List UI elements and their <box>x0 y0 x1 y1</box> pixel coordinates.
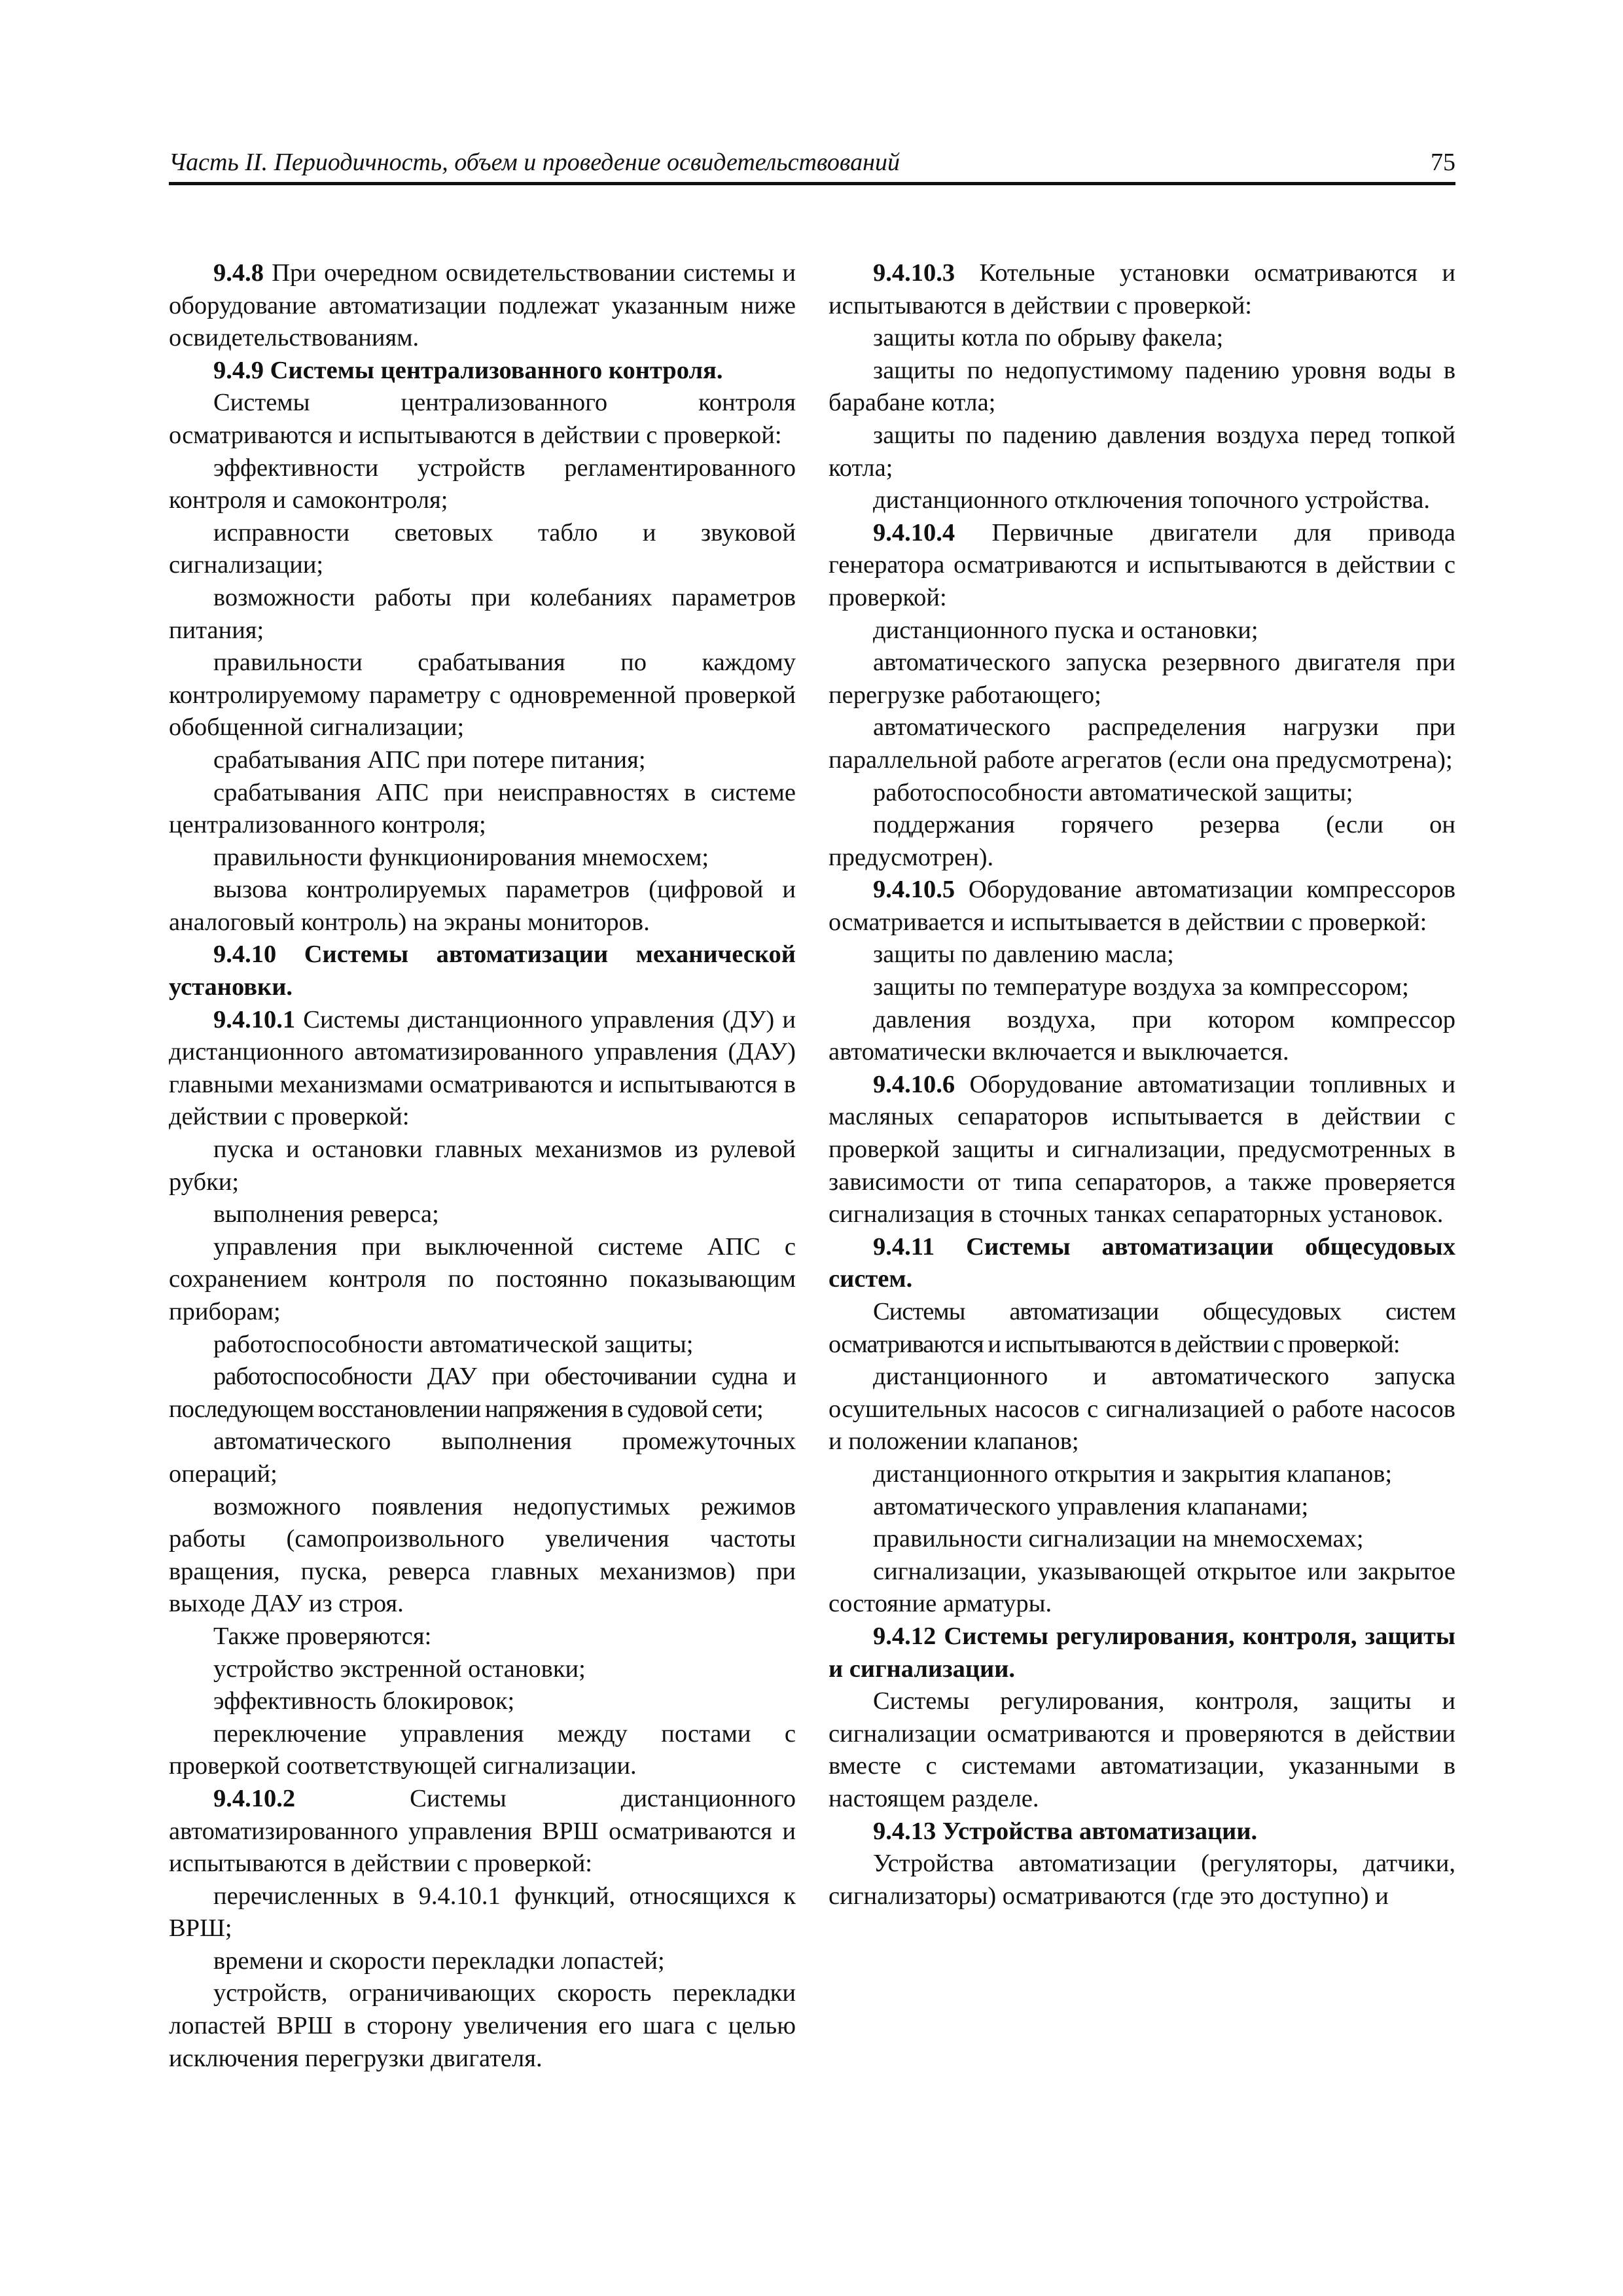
paragraph <box>169 1329 796 1361</box>
paragraph-text: устройство экстренной остановки; <box>213 1655 586 1683</box>
paragraph-text: При очередном освидетельствовании системы и оборудование автоматизации подлежат указанным ниже освидетельствованиям. <box>169 259 796 352</box>
paragraph <box>169 1977 796 2075</box>
paragraph <box>169 1945 796 1978</box>
section-number: 9.4.10.2 <box>213 1784 296 1812</box>
paragraph <box>169 939 796 1003</box>
paragraph <box>169 647 796 744</box>
section-number: 9.4.10.1 <box>213 1005 296 1033</box>
paragraph <box>169 1653 796 1686</box>
running-header <box>169 145 1455 185</box>
paragraph-text: пуска и остановки главных механизмов из рулевой рубки; <box>169 1136 796 1196</box>
paragraph-text: поддержания горячего резерва (если он предусмотрен). <box>829 811 1455 871</box>
paragraph <box>169 1426 796 1490</box>
paragraph-text: сигнализации, указывающей открытое или закрытое состояние арматуры. <box>829 1557 1455 1618</box>
paragraph <box>169 1783 796 1880</box>
paragraph-text: защиты по недопустимому падению уровня воды в барабане котла; <box>829 356 1455 417</box>
paragraph <box>169 1198 796 1231</box>
paragraph <box>829 615 1455 647</box>
paragraph-text: Оборудование автоматизации компрессоров осматривается и испытывается в действии с проверкой: <box>829 876 1455 936</box>
paragraph <box>169 582 796 647</box>
paragraph-text: вызова контролируемых параметров (цифровой и аналоговый контроль) на экраны мониторов. <box>169 876 796 936</box>
paragraph-text: автоматического запуска резервного двигателя при перегрузке работающего; <box>829 649 1455 709</box>
paragraph <box>169 777 796 842</box>
paragraph <box>169 874 796 939</box>
section-number: 9.4.13 Устройства автоматизации. <box>873 1817 1258 1845</box>
paragraph <box>829 1361 1455 1458</box>
paragraph-text: правильности сигнализации на мнемосхемах; <box>873 1525 1364 1553</box>
paragraph <box>169 517 796 582</box>
paragraph <box>829 777 1455 810</box>
paragraph-text: перечисленных в 9.4.10.1 функций, относящихся к ВРШ; <box>169 1882 796 1943</box>
paragraph <box>829 257 1455 322</box>
paragraph <box>829 1296 1455 1361</box>
paragraph-text: защиты по давлению масла; <box>873 941 1174 969</box>
paragraph-text: защиты котла по обрыву факела; <box>873 324 1224 352</box>
paragraph-text: автоматического распределения нагрузки при параллельной работе агрегатов (если она предусмотрена); <box>829 713 1455 774</box>
paragraph <box>829 1491 1455 1524</box>
paragraph <box>829 322 1455 355</box>
paragraph-text: Котельные установки осматриваются и испытываются в действии с проверкой: <box>829 259 1455 319</box>
paragraph <box>169 452 796 517</box>
section-number: 9.4.8 <box>213 259 264 287</box>
paragraph-text: автоматического выполнения промежуточных операций; <box>169 1427 796 1488</box>
paragraph <box>169 1004 796 1134</box>
section-number: 9.4.9 Системы централизованного контроля. <box>213 356 723 384</box>
paragraph-text: возможного появления недопустимых режимов работы (самопроизвольного увеличения частоты вращения, пуска, реверса главных механизмов) при выходе ДАУ из строя. <box>169 1492 796 1618</box>
paragraph-text: защиты по температуре воздуха за компрессором; <box>873 973 1409 1001</box>
paragraph-text: срабатывания АПС при потере питания; <box>213 745 646 774</box>
paragraph-text: работоспособности автоматической защиты; <box>873 778 1353 806</box>
paragraph-text: эффективность блокировок; <box>213 1687 515 1715</box>
paragraph-text: автоматического управления клапанами; <box>873 1492 1309 1520</box>
paragraph <box>829 484 1455 517</box>
paragraph-text: защиты по падению давления воздуха перед топкой котла; <box>829 421 1455 482</box>
section-number: 9.4.11 Системы автоматизации общесудовых систем. <box>829 1232 1455 1293</box>
paragraph <box>829 1556 1455 1621</box>
paragraph <box>829 1458 1455 1491</box>
paragraph-text: управления при выключенной системе АПС с сохранением контроля по постоянно показывающим приборам; <box>169 1232 796 1325</box>
paragraph-text: Системы автоматизации общесудовых систем осматриваются и испытываются в действии с проверкой: <box>829 1298 1455 1358</box>
paragraph-text: устройств, ограничивающих скорость перекладки лопастей ВРШ в сторону увеличения его шага с целью исключения перегрузки двигателя. <box>169 1979 796 2072</box>
paragraph <box>829 1523 1455 1556</box>
paragraph <box>169 257 796 355</box>
paragraph-text: Устройства автоматизации (регуляторы, датчики, сигнализаторы) осматриваются (где это доступно) и <box>829 1850 1455 1910</box>
paragraph <box>829 809 1455 874</box>
paragraph <box>829 1621 1455 1685</box>
paragraph <box>169 1491 796 1621</box>
paragraph-text: Первичные двигатели для привода генератора осматриваются и испытываются в действии с проверкой: <box>829 518 1455 611</box>
paragraph-text: исправности световых табло и звуковой сигнализации; <box>169 518 796 579</box>
paragraph-text: Также проверяются: <box>213 1622 432 1650</box>
section-number: 9.4.10.6 <box>873 1070 955 1098</box>
paragraph <box>829 939 1455 971</box>
paragraph <box>829 1069 1455 1231</box>
paragraph-text: эффективности устройств регламентированного контроля и самоконтроля; <box>169 454 796 514</box>
paragraph <box>169 1621 796 1653</box>
paragraph-text: переключение управления между постами с проверкой соответствующей сигнализации. <box>169 1719 796 1780</box>
section-number: 9.4.10.3 <box>873 259 955 287</box>
paragraph-text: Системы дистанционного автоматизированного управления ВРШ осматриваются и испытываются в действии с проверкой: <box>169 1784 796 1878</box>
paragraph <box>829 874 1455 939</box>
section-number: 9.4.10.4 <box>873 518 955 547</box>
paragraph <box>829 711 1455 776</box>
paragraph <box>829 1848 1455 1912</box>
right-column <box>829 257 1455 1912</box>
paragraph-text: выполнения реверса; <box>213 1200 439 1229</box>
header-title: Часть II. Периодичность, объем и проведение освидетельствований <box>169 149 900 176</box>
section-number: 9.4.10.5 <box>873 876 955 904</box>
paragraph <box>829 1231 1455 1296</box>
paragraph-text: дистанционного и автоматического запуска осушительных насосов с сигнализацией о работе насосов и положении клапанов; <box>829 1363 1455 1456</box>
paragraph-text: времени и скорости перекладки лопастей; <box>213 1946 665 1975</box>
paragraph <box>829 647 1455 711</box>
paragraph-text: дистанционного открытия и закрытия клапанов; <box>873 1460 1393 1488</box>
paragraph-text: возможности работы при колебаниях параметров питания; <box>169 583 796 644</box>
paragraph <box>169 355 796 387</box>
paragraph <box>829 1816 1455 1848</box>
paragraph-text: дистанционного пуска и остановки; <box>873 616 1258 644</box>
paragraph <box>829 355 1455 420</box>
paragraph-text: срабатывания АПС при неисправностях в системе централизованного контроля; <box>169 778 796 839</box>
paragraph-text: работоспособности автоматической защиты; <box>213 1330 694 1358</box>
paragraph <box>829 971 1455 1004</box>
paragraph-text: дистанционного отключения топочного устройства. <box>873 486 1431 514</box>
paragraph-text: Системы централизованного контроля осматриваются и испытываются в действии с проверкой: <box>169 389 796 449</box>
section-number: 9.4.12 Системы регулирования, контроля, защиты и сигнализации. <box>829 1622 1455 1683</box>
paragraph <box>169 1361 796 1426</box>
paragraph <box>169 1134 796 1198</box>
paragraph <box>169 744 796 777</box>
paragraph <box>169 1685 796 1718</box>
paragraph <box>829 1685 1455 1815</box>
left-column <box>169 257 796 2075</box>
paragraph <box>169 1880 796 1945</box>
section-number: 9.4.10 Системы автоматизации механической установки. <box>169 941 796 1001</box>
paragraph-text: правильности срабатывания по каждому контролируемому параметру с одновременной проверкой обобщенной сигнализации; <box>169 649 796 742</box>
paragraph <box>169 1231 796 1329</box>
paragraph-text: правильности функционирования мнемосхем; <box>213 843 709 871</box>
paragraph-text: работоспособности ДАУ при обесточивании судна и последующем восстановлении напряжения в судовой сети; <box>169 1363 796 1423</box>
paragraph <box>169 1718 796 1783</box>
page-number: 75 <box>1431 149 1455 176</box>
paragraph <box>169 842 796 874</box>
paragraph <box>829 517 1455 615</box>
paragraph-text: давления воздуха, при котором компрессор автоматически включается и выключается. <box>829 1005 1455 1066</box>
paragraph <box>169 387 796 452</box>
paragraph-text: Системы дистанционного управления (ДУ) и дистанционного автоматизированного управления (ДАУ) главными механизмами осматриваются и испытываются в действии с проверкой: <box>169 1005 796 1131</box>
paragraph-text: Оборудование автоматизации топливных и масляных сепараторов испытывается в действии с проверкой защиты и сигнализации, предусмотренных в зависимости от типа сепараторов, а также проверяется сигнализация в сточных танках сепараторных установок. <box>829 1070 1455 1229</box>
paragraph-text: Системы регулирования, контроля, защиты и сигнализации осматриваются и проверяются в действии вместе с системами автоматизации, указанными в настоящем разделе. <box>829 1687 1455 1812</box>
paragraph <box>829 1004 1455 1069</box>
paragraph <box>829 420 1455 484</box>
